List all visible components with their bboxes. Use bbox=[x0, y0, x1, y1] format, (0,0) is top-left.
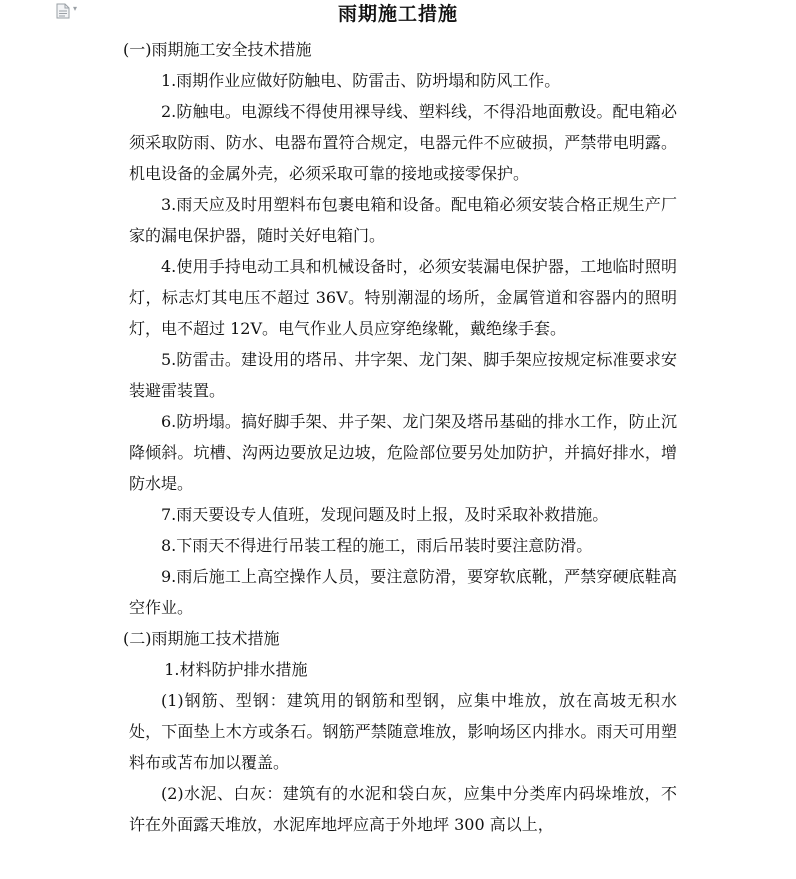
paragraph: 4.使用手持电动工具和机械设备时，必须安装漏电保护器，工地临时照明灯，标志灯其电压不超过 36V。特别潮湿的场所，金属管道和容器内的照明灯，电不超过 12V。电气作业人员应穿绝缘靴，戴绝缘手套。 bbox=[129, 257, 677, 338]
section-heading: (二)雨期施工技术措施 bbox=[123, 629, 280, 648]
paragraph: 5.防雷击。建设用的塔吊、井字架、龙门架、脚手架应按规定标准要求安装避雷装置。 bbox=[129, 350, 677, 400]
document-title: 雨期施工措施 bbox=[337, 3, 458, 25]
document-body bbox=[123, 34, 677, 840]
paragraph: (2)水泥、白灰：建筑有的水泥和袋白灰，应集中分类库内码垛堆放，不许在外面露天堆放，水泥库地坪应高于外地坪 300 高以上， bbox=[129, 784, 677, 834]
paragraph: 7.雨天要设专人值班，发现问题及时上报，及时采取补救措施。 bbox=[161, 505, 609, 524]
caret-down-icon[interactable]: ▾ bbox=[73, 4, 78, 13]
paragraph: 6.防坍塌。搞好脚手架、井子架、龙门架及塔吊基础的排水工作，防止沉降倾斜。坑槽、沟两边要放足边坡，危险部位要另处加防护，并搞好排水，增防水堤。 bbox=[129, 412, 677, 493]
subsection-heading: 1.材料防护排水措施 bbox=[164, 660, 308, 679]
paragraph: 1.雨期作业应做好防触电、防雷击、防坍塌和防风工作。 bbox=[161, 71, 561, 90]
paragraph: 9.雨后施工上高空操作人员，要注意防滑，要穿软底靴，严禁穿硬底鞋高空作业。 bbox=[129, 567, 677, 617]
paragraph: 2.防触电。电源线不得使用裸导线、塑料线，不得沿地面敷设。配电箱必须采取防雨、防水、电器布置符合规定，电器元件不应破损，严禁带电明露。机电设备的金属外壳，必须采取可靠的接地或接零保护。 bbox=[129, 102, 677, 183]
paragraph: 8.下雨天不得进行吊装工程的施工，雨后吊装时要注意防滑。 bbox=[161, 536, 593, 555]
paragraph: (1)钢筋、型钢：建筑用的钢筋和型钢，应集中堆放，放在高坡无积水处，下面垫上木方或条石。钢筋严禁随意堆放，影响场区内排水。雨天可用塑料布或苫布加以覆盖。 bbox=[129, 691, 677, 772]
paragraph: 3.雨天应及时用塑料布包裹电箱和设备。配电箱必须安装合格正规生产厂家的漏电保护器，随时关好电箱门。 bbox=[129, 195, 677, 245]
section-heading: (一)雨期施工安全技术措施 bbox=[123, 40, 312, 59]
